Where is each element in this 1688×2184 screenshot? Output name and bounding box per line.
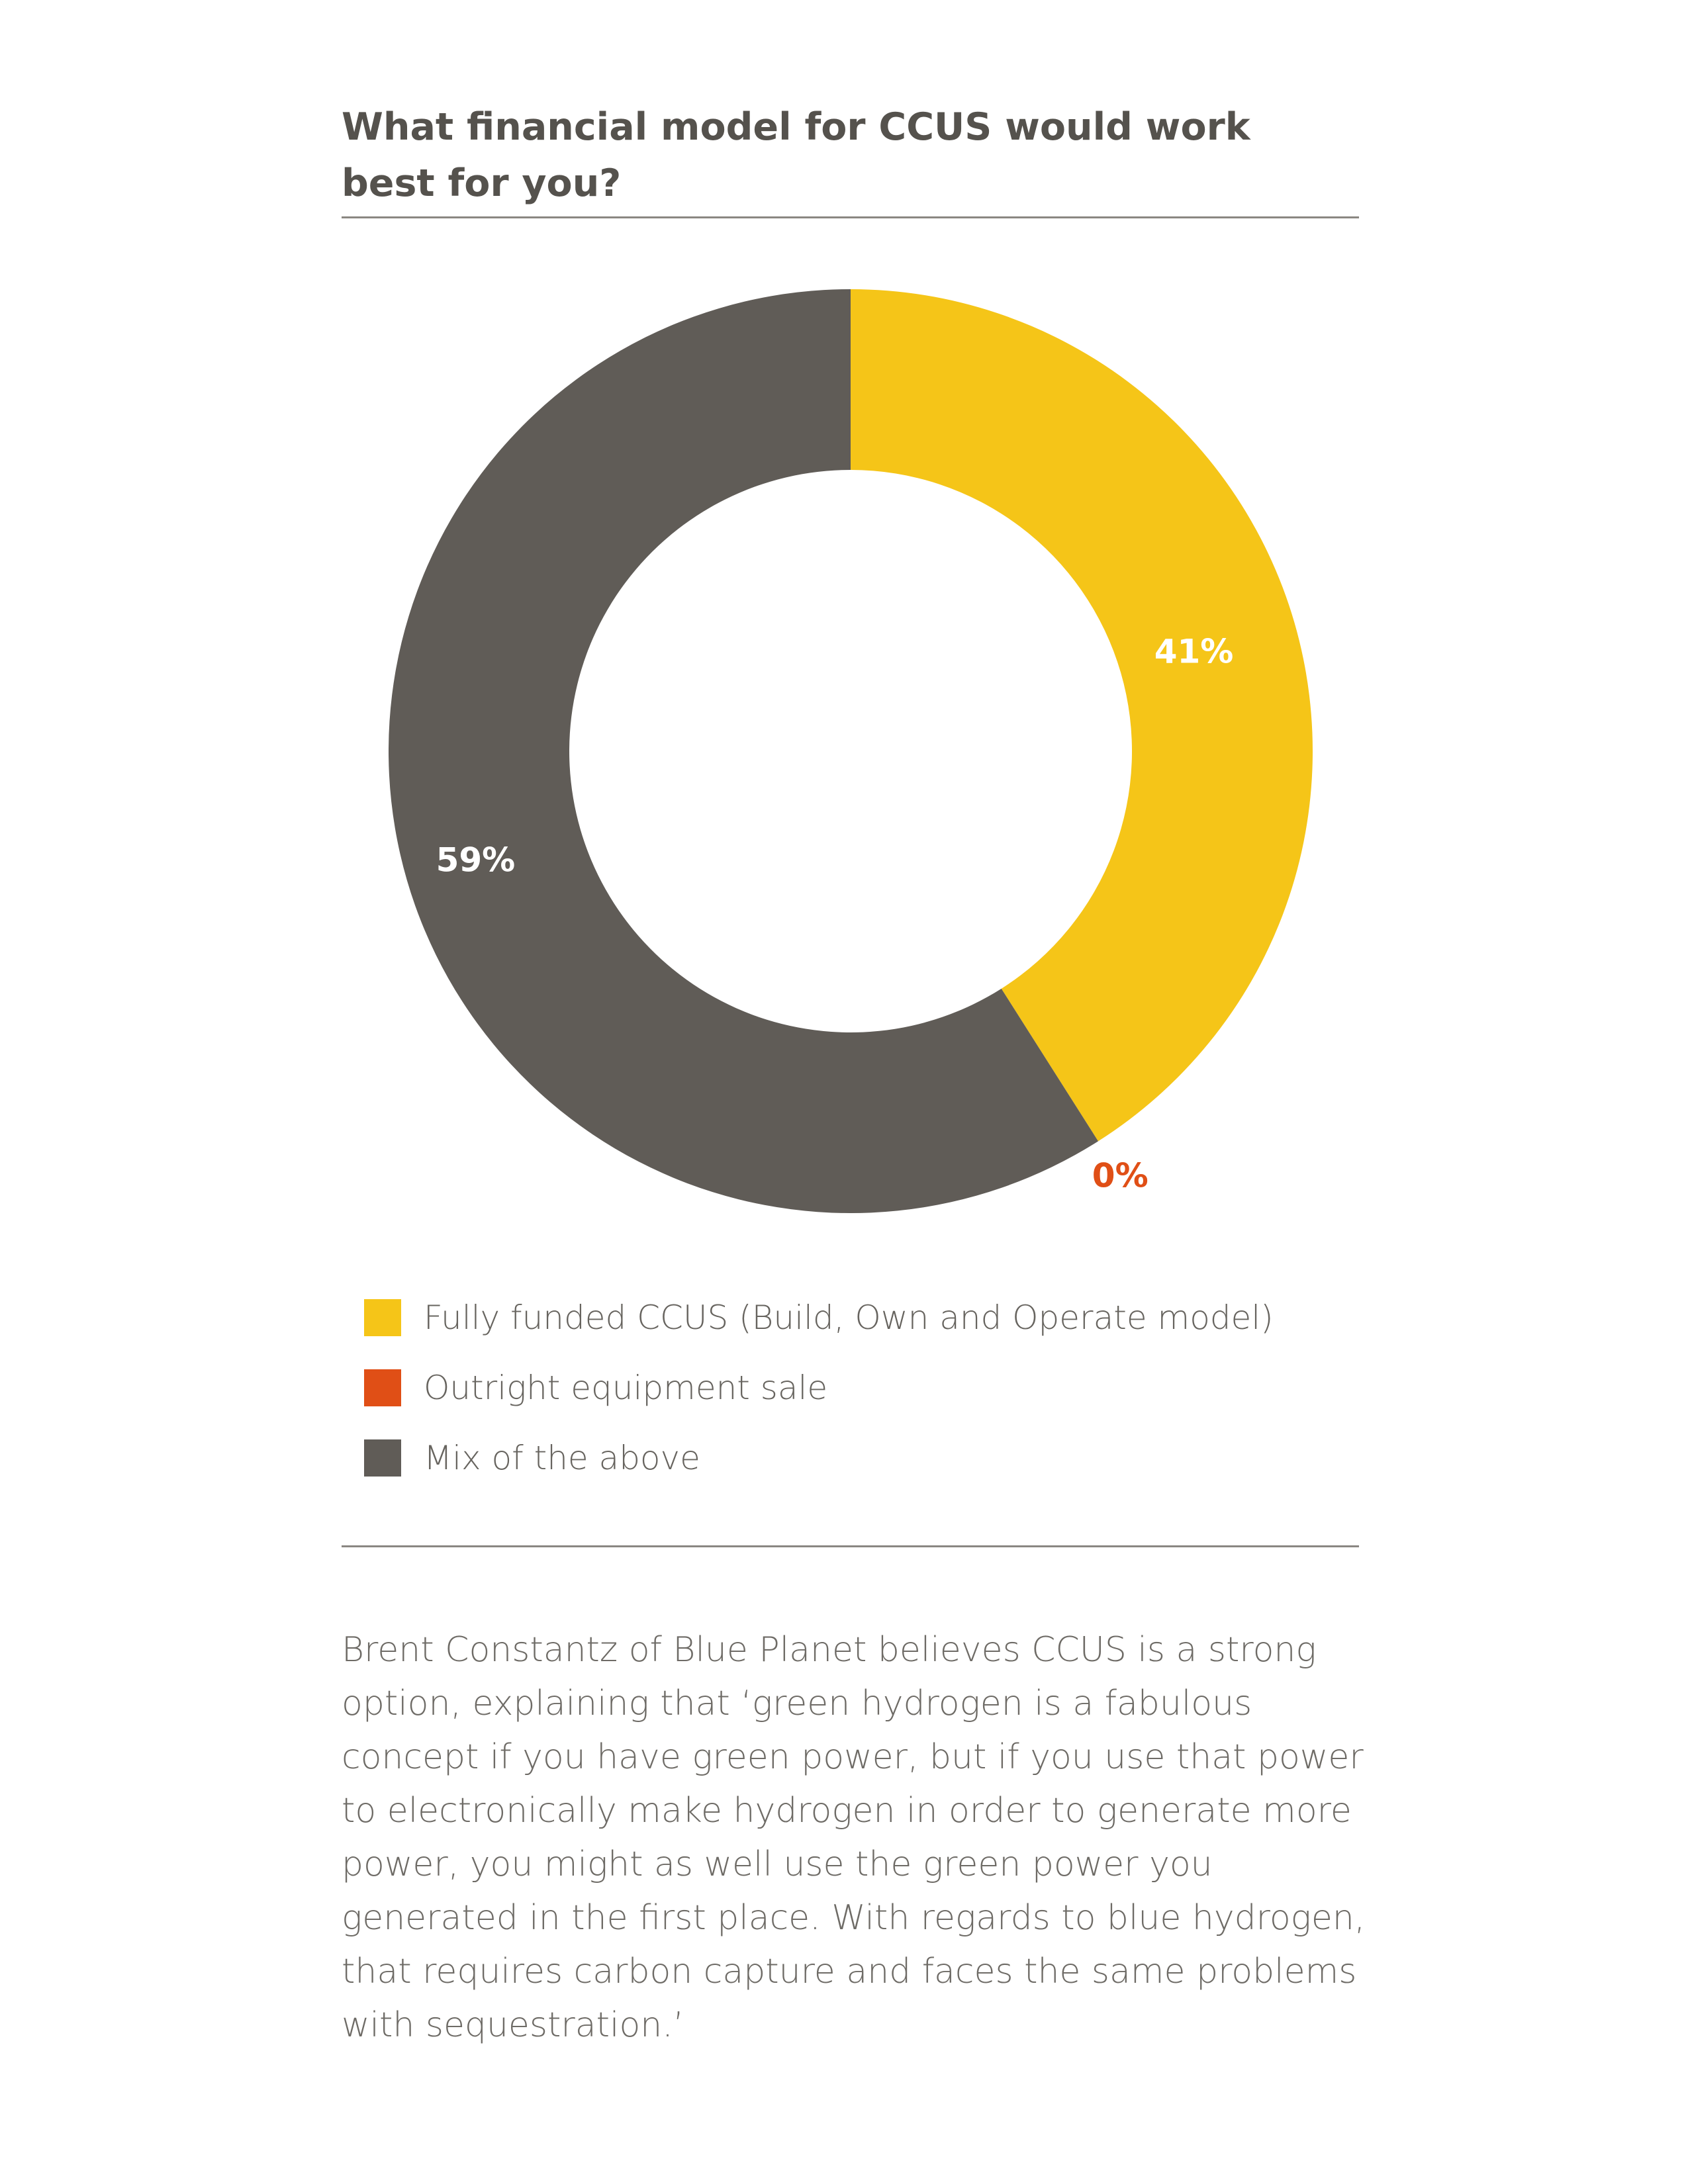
slice-label-3: 59%: [436, 841, 516, 880]
slice-label-1: 41%: [1154, 632, 1234, 671]
donut-slice-1: [851, 289, 1313, 1141]
chart-legend: [364, 1283, 1274, 1493]
chart-title: What financial model for CCUS would work best for you?: [342, 105, 1250, 205]
legend-label: Fully funded CCUS (Build, Own and Operate model): [424, 1298, 1274, 1337]
legend-label: Mix of the above: [424, 1439, 700, 1477]
legend-item: [364, 1283, 1274, 1353]
slice-label-2: 0%: [1092, 1156, 1149, 1195]
legend-label: Outright equipment sale: [424, 1369, 828, 1407]
legend-swatch: [364, 1439, 401, 1477]
body-paragraph: Brent Constantz of Blue Planet believes CCUS is a strong option, explaining that ‘green hydrogen is a fabulous concept if you have green power, but if you use that power to electronically make hydrogen in order to generate more power, you might as well use the green power you generated in the first place. With regards to blue hydrogen, that requires carbon capture and faces the same problems with sequestration.’: [342, 1630, 1366, 2045]
bottom-divider: [342, 1545, 1359, 1547]
legend-swatch: [364, 1299, 401, 1336]
legend-item: [364, 1353, 1274, 1423]
legend-item: [364, 1423, 1274, 1493]
legend-swatch: [364, 1369, 401, 1406]
